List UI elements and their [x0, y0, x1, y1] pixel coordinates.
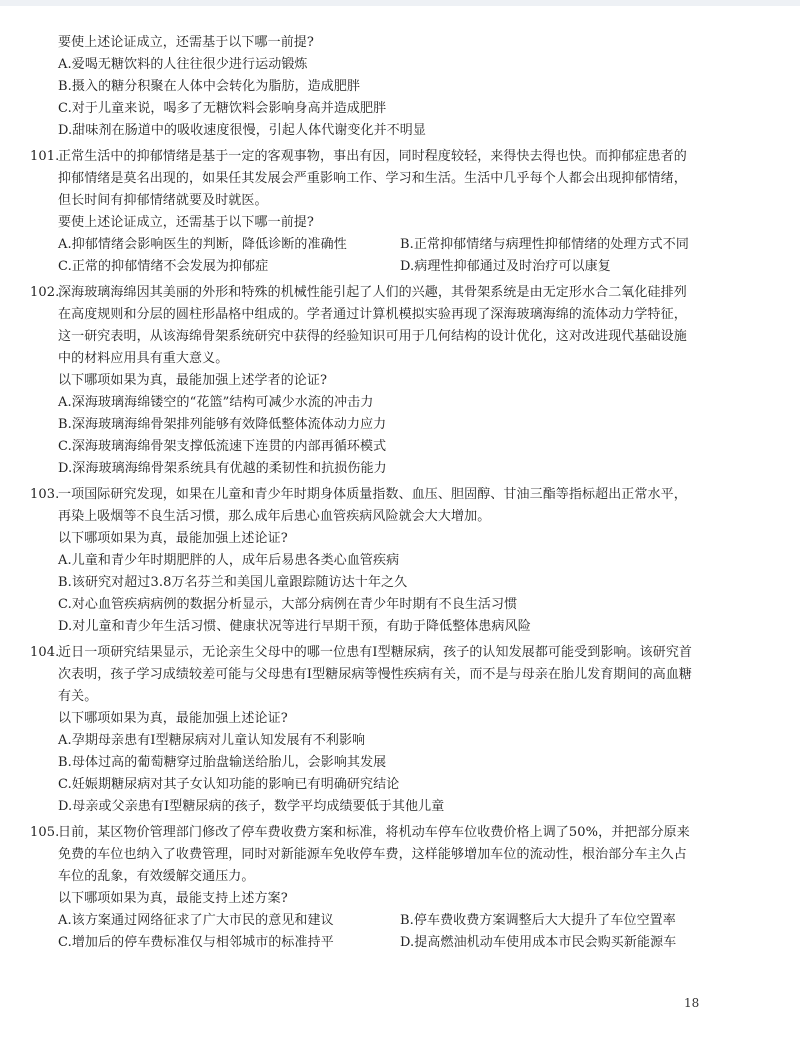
question-number: 103. [30, 487, 60, 502]
option-c: C.对于儿童来说，喝多了无糖饮料会影响身高并造成肥胖 [58, 101, 387, 116]
option-a: A.孕期母亲患有Ⅰ型糖尿病对儿童认知发展有不利影响 [58, 733, 366, 748]
question-stem-line: 抑郁情绪是莫名出现的，如果任其发展会严重影响工作、学习和生活。生活中几乎每个人都会出现抑郁情绪， [58, 171, 687, 186]
question-104 [30, 642, 748, 818]
option-b: B.停车费收费方案调整后大大提升了车位空置率 [400, 913, 676, 928]
question-stem-line: 正常生活中的抑郁情绪是基于一定的客观事物，事出有因，同时程度较轻，来得快去得也快。而抑郁症患者的 [58, 149, 687, 164]
question-number: 101. [30, 149, 60, 164]
option-d: D.提高燃油机动车使用成本市民会购买新能源车 [400, 935, 677, 950]
option-d: D.病理性抑郁通过及时治疗可以康复 [400, 259, 611, 274]
question-stem-line: 近日一项研究结果显示，无论亲生父母中的哪一位患有Ⅰ型糖尿病，孩子的认知发展都可能受到影响。该研究首 [58, 645, 693, 660]
question-prompt: 以下哪项如果为真，最能加强上述学者的论证? [58, 373, 328, 388]
option-a: A.该方案通过网络征求了广大市民的意见和建议 [58, 913, 334, 928]
option-c: C.深海玻璃海绵骨架支撑低流速下连贯的内部再循环模式 [58, 439, 387, 454]
question-prompt: 要使上述论证成立，还需基于以下哪一前提? [58, 35, 314, 50]
option-b: B.深海玻璃海绵骨架排列能够有效降低整体流体动力应力 [58, 417, 387, 432]
question-prompt: 以下哪项如果为真，最能加强上述论证? [58, 531, 288, 546]
option-d: D.甜味剂在肠道中的吸收速度很慢，引起人体代谢变化并不明显 [58, 123, 426, 138]
option-d: D.母亲或父亲患有Ⅰ型糖尿病的孩子，数学平均成绩要低于其他儿童 [58, 799, 445, 814]
option-d: D.深海玻璃海绵骨架系统具有优越的柔韧性和抗损伤能力 [58, 461, 387, 476]
option-c: C.妊娠期糖尿病对其子女认知功能的影响已有明确研究结论 [58, 777, 400, 792]
option-b: B.正常抑郁情绪与病理性抑郁情绪的处理方式不同 [400, 237, 689, 252]
option-a: A.儿童和青少年时期肥胖的人，成年后易患各类心血管疾病 [58, 553, 400, 568]
question-number: 102. [30, 285, 60, 300]
question-101 [30, 146, 748, 278]
question-number: 105. [30, 825, 60, 840]
question-stem-line: 日前，某区物价管理部门修改了停车费收费方案和标准，将机动车停车位收费价格上调了50%，并把部分原来 [58, 825, 690, 840]
question-stem-line: 一项国际研究发现，如果在儿童和青少年时期身体质量指数、血压、胆固醇、甘油三酯等指标超出正常水平， [58, 487, 687, 502]
question-stem-line: 但长时间有抑郁情绪就要及时就医。 [58, 193, 268, 208]
question-stem-line: 再染上吸烟等不良生活习惯，那么成年后患心血管疾病风险就会大大增加。 [58, 509, 491, 524]
question-number: 104. [30, 645, 60, 660]
top-band [0, 0, 800, 6]
question-105 [30, 822, 748, 954]
question-stem-line: 免费的车位也纳入了收费管理，同时对新能源车免收停车费，这样能够增加车位的流动性，根治部分车主久占 [58, 847, 687, 862]
question-stem-line: 有关。 [58, 689, 98, 704]
question-stem-line: 这一研究表明，从该海绵骨架系统研究中获得的经验知识可用于几何结构的设计优化，这对改进现代基础设施 [58, 329, 687, 344]
question-100 [58, 32, 748, 142]
option-b: B.母体过高的葡萄糖穿过胎盘输送给胎儿，会影响其发展 [58, 755, 387, 770]
question-prompt: 以下哪项如果为真，最能支持上述方案? [58, 891, 288, 906]
question-stem-line: 次表明，孩子学习成绩较差可能与父母患有Ⅰ型糖尿病等慢性疾病有关，而不是与母亲在胎儿发育期间的高血糖 [58, 667, 693, 682]
option-d: D.对儿童和青少年生活习惯、健康状况等进行早期干预，有助于降低整体患病风险 [58, 619, 531, 634]
option-c: C.增加后的停车费标准仅与相邻城市的标准持平 [58, 935, 334, 950]
option-c: C.对心血管疾病病例的数据分析显示，大部分病例在青少年时期有不良生活习惯 [58, 597, 518, 612]
question-102 [30, 282, 748, 480]
question-103 [30, 484, 748, 638]
option-b: B.该研究对超过3.8万名芬兰和美国儿童跟踪随访达十年之久 [58, 575, 408, 590]
option-a: A.爱喝无糖饮料的人往往很少进行运动锻炼 [58, 57, 308, 72]
options-row [58, 234, 748, 256]
question-prompt: 以下哪项如果为真，最能加强上述论证? [58, 711, 288, 726]
page-number: 18 [684, 996, 700, 1010]
option-c: C.正常的抑郁情绪不会发展为抑郁症 [58, 259, 269, 274]
question-stem-line: 深海玻璃海绵因其美丽的外形和特殊的机械性能引起了人们的兴趣，其骨架系统是由无定形水合二氧化硅排列 [58, 285, 687, 300]
question-prompt: 要使上述论证成立，还需基于以下哪一前提? [58, 215, 314, 230]
question-stem-line: 车位的乱象，有效缓解交通压力。 [58, 869, 255, 884]
question-content [30, 32, 748, 954]
option-a: A.深海玻璃海绵镂空的“花篮”结构可减少水流的冲击力 [58, 395, 374, 410]
option-b: B.摄入的糖分积聚在人体中会转化为脂肪，造成肥胖 [58, 79, 361, 94]
question-stem-line: 在高度规则和分层的圆柱形晶格中组成的。学者通过计算机模拟实验再现了深海玻璃海绵的流体动力学特征， [58, 307, 687, 322]
options-row [58, 256, 748, 278]
option-a: A.抑郁情绪会影响医生的判断，降低诊断的准确性 [58, 237, 347, 252]
options-row [58, 910, 748, 932]
question-stem-line: 中的材料应用具有重大意义。 [58, 351, 229, 366]
options-row [58, 932, 748, 954]
